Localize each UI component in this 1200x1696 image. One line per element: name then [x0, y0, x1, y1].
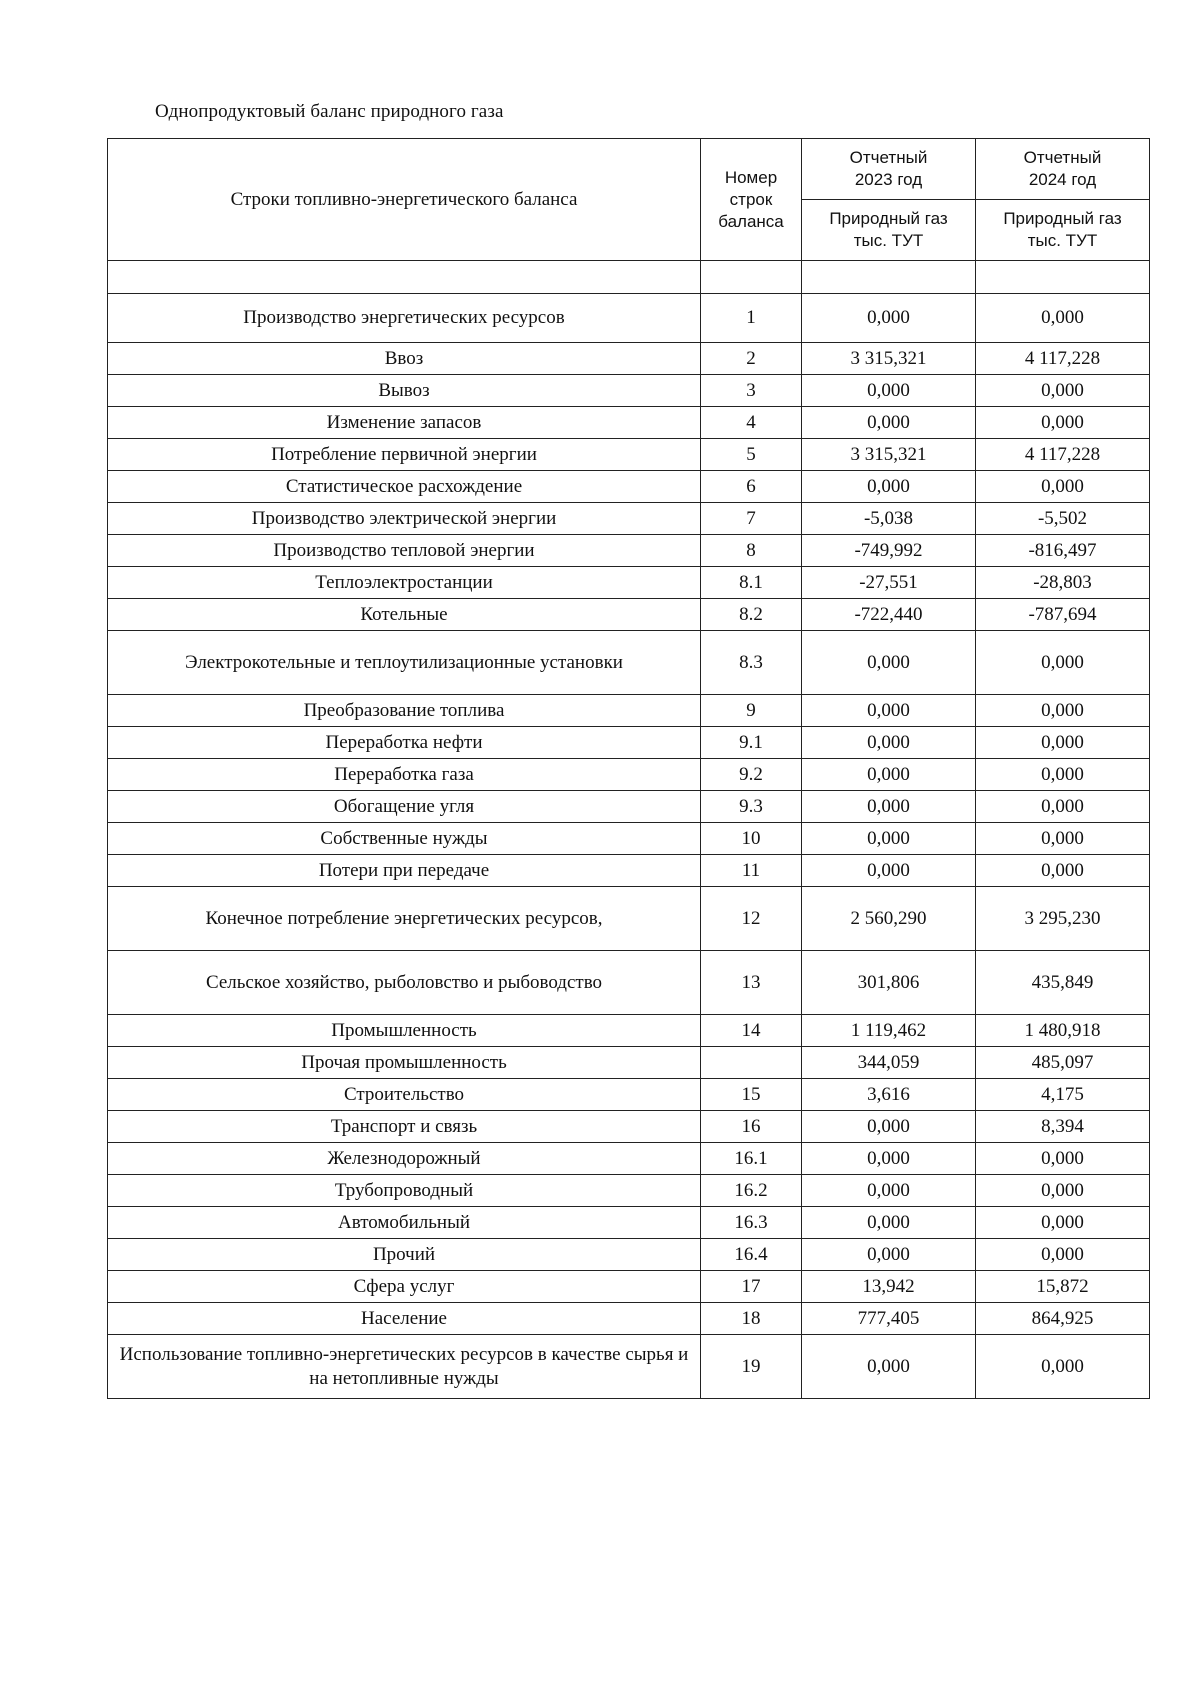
table-row: [108, 1239, 1150, 1271]
value-2024: 0,000: [976, 1143, 1150, 1175]
row-name: Автомобильный: [108, 1207, 701, 1239]
row-name: Строительство: [108, 1079, 701, 1111]
row-name: Прочая промышленность: [108, 1047, 701, 1079]
row-name: Статистическое расхождение: [108, 471, 701, 503]
row-number: 17: [701, 1271, 802, 1303]
value-2024: 4 117,228: [976, 343, 1150, 375]
value-2024: 0,000: [976, 855, 1150, 887]
value-2023: 0,000: [802, 631, 976, 695]
table-row: [108, 294, 1150, 343]
value-2023: 344,059: [802, 1047, 976, 1079]
row-name: Вывоз: [108, 375, 701, 407]
value-2024: 15,872: [976, 1271, 1150, 1303]
value-2024: 4,175: [976, 1079, 1150, 1111]
value-2023: 0,000: [802, 294, 976, 343]
row-number: 1: [701, 294, 802, 343]
value-2024: 864,925: [976, 1303, 1150, 1335]
row-number: 13: [701, 951, 802, 1015]
value-2024: -28,803: [976, 567, 1150, 599]
row-number: 8.1: [701, 567, 802, 599]
row-name: Прочий: [108, 1239, 701, 1271]
row-name: Конечное потребление энергетических ресурсов,: [108, 887, 701, 951]
value-2023: 0,000: [802, 855, 976, 887]
header-year-2024: Отчетный 2024 год: [976, 139, 1150, 200]
value-2024: 0,000: [976, 823, 1150, 855]
table-row: [108, 375, 1150, 407]
row-number: 11: [701, 855, 802, 887]
value-2024: 0,000: [976, 1207, 1150, 1239]
value-2023: 0,000: [802, 1175, 976, 1207]
value-2023: 777,405: [802, 1303, 976, 1335]
row-number: 16.4: [701, 1239, 802, 1271]
row-name: Потребление первичной энергии: [108, 439, 701, 471]
row-number: 10: [701, 823, 802, 855]
table-row: [108, 343, 1150, 375]
document-title: Однопродуктовый баланс природного газа: [155, 101, 504, 122]
value-2023: 0,000: [802, 1239, 976, 1271]
table-row: [108, 759, 1150, 791]
row-number: 4: [701, 407, 802, 439]
table-row: [108, 1111, 1150, 1143]
table-header-row: [108, 139, 1150, 200]
value-2023: 3 315,321: [802, 439, 976, 471]
value-2023: 3 315,321: [802, 343, 976, 375]
table-row: [108, 1335, 1150, 1399]
value-2024: 3 295,230: [976, 887, 1150, 951]
value-2024: 0,000: [976, 471, 1150, 503]
row-number: 6: [701, 471, 802, 503]
value-2023: -27,551: [802, 567, 976, 599]
header-number-column: Номер строк баланса: [701, 139, 802, 261]
row-number: 16.1: [701, 1143, 802, 1175]
row-name: Переработка газа: [108, 759, 701, 791]
row-name: Ввоз: [108, 343, 701, 375]
value-2024: 1 480,918: [976, 1015, 1150, 1047]
value-2023: 3,616: [802, 1079, 976, 1111]
value-2024: 0,000: [976, 1335, 1150, 1399]
row-number: 3: [701, 375, 802, 407]
value-2023: 0,000: [802, 407, 976, 439]
value-2024: 8,394: [976, 1111, 1150, 1143]
row-number: 2: [701, 343, 802, 375]
row-number: 18: [701, 1303, 802, 1335]
table-row: [108, 1015, 1150, 1047]
table-row: [108, 887, 1150, 951]
row-number: 8: [701, 535, 802, 567]
value-2024: 0,000: [976, 375, 1150, 407]
row-name: Железнодорожный: [108, 1143, 701, 1175]
row-name: Переработка нефти: [108, 727, 701, 759]
row-number: 16.3: [701, 1207, 802, 1239]
row-name: Обогащение угля: [108, 791, 701, 823]
value-2023: 0,000: [802, 695, 976, 727]
table-row: [108, 1303, 1150, 1335]
row-name: Электрокотельные и теплоутилизационные установки: [108, 631, 701, 695]
row-number: 16.2: [701, 1175, 802, 1207]
value-2023: 0,000: [802, 823, 976, 855]
table-row: [108, 1047, 1150, 1079]
value-2024: -5,502: [976, 503, 1150, 535]
header-unit-2023: Природный газ тыс. ТУТ: [802, 200, 976, 261]
table-row: [108, 407, 1150, 439]
table-row: [108, 823, 1150, 855]
value-2023: -749,992: [802, 535, 976, 567]
row-name: Производство энергетических ресурсов: [108, 294, 701, 343]
value-2023: 0,000: [802, 1335, 976, 1399]
row-number: 16: [701, 1111, 802, 1143]
row-number: 14: [701, 1015, 802, 1047]
table-body: [108, 294, 1150, 1399]
row-number: 12: [701, 887, 802, 951]
table-row: [108, 471, 1150, 503]
value-2024: 0,000: [976, 759, 1150, 791]
value-2024: 0,000: [976, 695, 1150, 727]
row-number: 8.2: [701, 599, 802, 631]
table-row: [108, 535, 1150, 567]
table-row: [108, 1175, 1150, 1207]
row-name: Потери при передаче: [108, 855, 701, 887]
value-2023: 0,000: [802, 471, 976, 503]
value-2023: 13,942: [802, 1271, 976, 1303]
value-2023: 2 560,290: [802, 887, 976, 951]
value-2024: 485,097: [976, 1047, 1150, 1079]
value-2023: 0,000: [802, 791, 976, 823]
row-name: Собственные нужды: [108, 823, 701, 855]
value-2024: 0,000: [976, 791, 1150, 823]
value-2023: 0,000: [802, 759, 976, 791]
header-unit-2024: Природный газ тыс. ТУТ: [976, 200, 1150, 261]
table-row: [108, 439, 1150, 471]
row-number: 9.1: [701, 727, 802, 759]
row-name: Сфера услуг: [108, 1271, 701, 1303]
table-row: [108, 951, 1150, 1015]
value-2024: -787,694: [976, 599, 1150, 631]
row-name: Трубопроводный: [108, 1175, 701, 1207]
value-2023: 0,000: [802, 375, 976, 407]
table-row: [108, 631, 1150, 695]
spacer-row: [108, 261, 1150, 294]
row-number: [701, 1047, 802, 1079]
row-number: 7: [701, 503, 802, 535]
value-2023: 1 119,462: [802, 1015, 976, 1047]
row-name: Теплоэлектростанции: [108, 567, 701, 599]
row-number: 9.3: [701, 791, 802, 823]
row-name: Производство электрической энергии: [108, 503, 701, 535]
table-row: [108, 503, 1150, 535]
table-row: [108, 1143, 1150, 1175]
row-name: Транспорт и связь: [108, 1111, 701, 1143]
row-name: Котельные: [108, 599, 701, 631]
header-rows-column: Строки топливно-энергетического баланса: [108, 139, 701, 261]
row-name: Производство тепловой энергии: [108, 535, 701, 567]
value-2024: 4 117,228: [976, 439, 1150, 471]
value-2024: 0,000: [976, 294, 1150, 343]
table-row: [108, 695, 1150, 727]
row-name: Промышленность: [108, 1015, 701, 1047]
row-number: 9.2: [701, 759, 802, 791]
row-number: 9: [701, 695, 802, 727]
row-name: Изменение запасов: [108, 407, 701, 439]
row-number: 5: [701, 439, 802, 471]
value-2024: 0,000: [976, 727, 1150, 759]
table-row: [108, 567, 1150, 599]
value-2024: -816,497: [976, 535, 1150, 567]
table-row: [108, 1207, 1150, 1239]
value-2024: 435,849: [976, 951, 1150, 1015]
row-name: Преобразование топлива: [108, 695, 701, 727]
value-2024: 0,000: [976, 407, 1150, 439]
row-number: 19: [701, 1335, 802, 1399]
table-row: [108, 1079, 1150, 1111]
value-2024: 0,000: [976, 1175, 1150, 1207]
value-2023: 0,000: [802, 727, 976, 759]
value-2024: 0,000: [976, 1239, 1150, 1271]
value-2023: 0,000: [802, 1143, 976, 1175]
row-name: Сельское хозяйство, рыболовство и рыбоводство: [108, 951, 701, 1015]
table-row: [108, 855, 1150, 887]
row-name: Население: [108, 1303, 701, 1335]
table-row: [108, 599, 1150, 631]
header-year-2023: Отчетный 2023 год: [802, 139, 976, 200]
value-2024: 0,000: [976, 631, 1150, 695]
value-2023: 0,000: [802, 1207, 976, 1239]
balance-table: [107, 138, 1150, 1399]
row-number: 15: [701, 1079, 802, 1111]
value-2023: -5,038: [802, 503, 976, 535]
value-2023: 301,806: [802, 951, 976, 1015]
row-name: Использование топливно-энергетических ресурсов в качестве сырья и на нетопливные нужды: [108, 1335, 701, 1399]
row-number: 8.3: [701, 631, 802, 695]
table-row: [108, 727, 1150, 759]
table-row: [108, 1271, 1150, 1303]
value-2023: -722,440: [802, 599, 976, 631]
table-row: [108, 791, 1150, 823]
value-2023: 0,000: [802, 1111, 976, 1143]
